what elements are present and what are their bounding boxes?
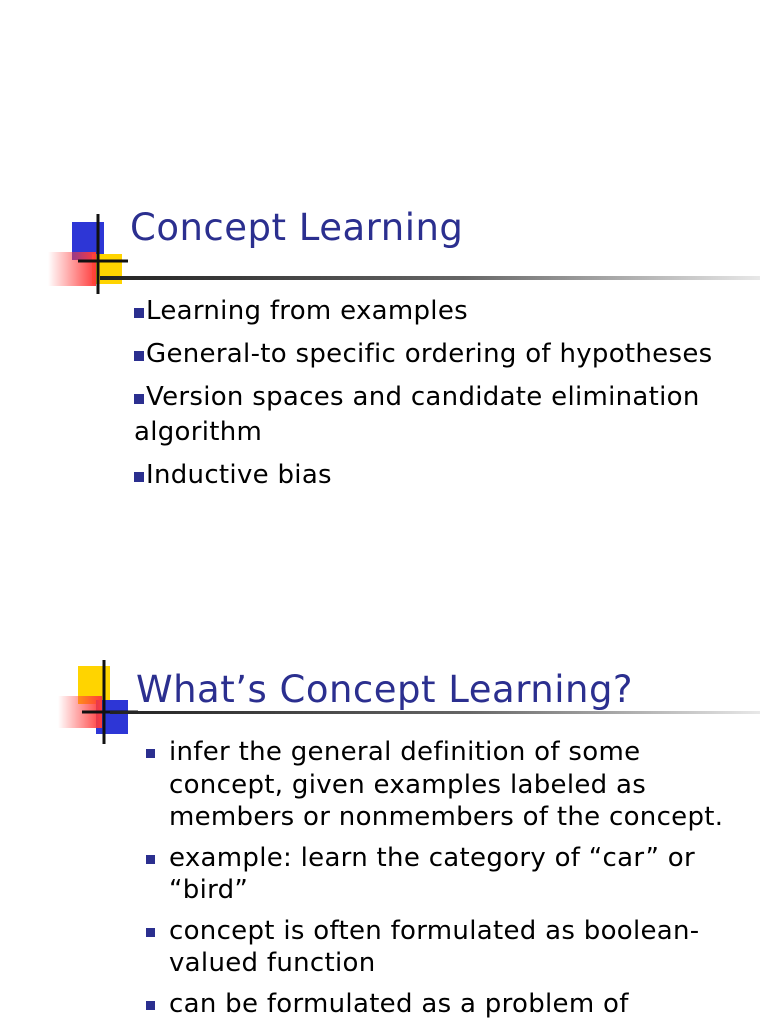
slide-title: Concept Learning [130,206,464,249]
slide-concept-learning [0,180,768,510]
square-bullet-icon [134,472,144,482]
bullet-list [146,736,726,1024]
title-divider [110,711,760,714]
list-item: Version spaces and candidate elimination algorithm [134,382,700,447]
slide-whats-concept-learning [0,650,768,1024]
list-item: Inductive bias [134,458,744,493]
square-bullet-icon [146,1001,155,1010]
list-item: General-to specific ordering of hypotheses [134,337,744,372]
list-item: concept is often formulated as boolean-valued function [146,915,726,980]
title-divider [100,276,760,280]
square-bullet-icon [146,749,155,758]
slide-title: What’s Concept Learning? [136,668,634,711]
slide-logo-icon [58,660,138,750]
list-item: Learning from examples [134,294,744,329]
square-bullet-icon [134,394,144,404]
list-item: infer the general definition of some concept, given examples labeled as members or nonmembers of the concept. [146,736,726,834]
square-bullet-icon [134,308,144,318]
list-item: example: learn the category of “car” or “bird” [146,842,726,907]
bullet-list [134,294,744,501]
list-item: can be formulated as a problem of [146,988,726,1021]
square-bullet-icon [146,928,155,937]
square-bullet-icon [146,855,155,864]
slide-logo-icon [48,214,128,304]
square-bullet-icon [134,351,144,361]
